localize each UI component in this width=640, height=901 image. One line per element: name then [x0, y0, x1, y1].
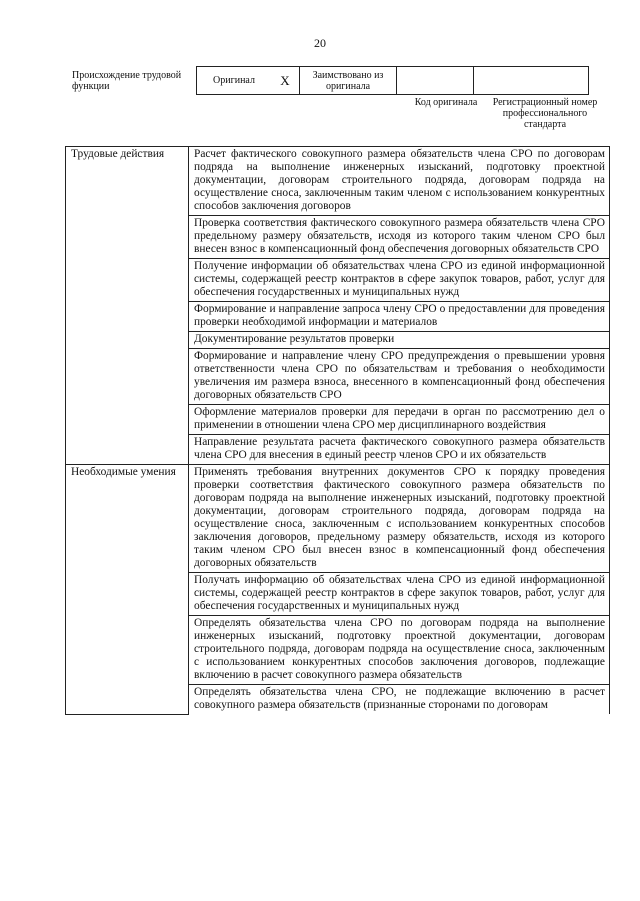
table-row	[66, 465, 610, 573]
reg-number-label: Регистрационный номер профессионального стандарта	[492, 97, 598, 130]
borrowed-cell: Заимствовано из оригинала	[300, 67, 397, 95]
table-cell: Применять требования внутренних документов СРО к порядку проведения проверки соответствия фактического совокупного размера обязательств по договорам подряда на выполнение инженерных изысканий, подготовку проектной документации, договорам строительного подряда, договорам подряда на осуществление сноса, заключенным с использованием конкурентных способов заключения договоров, предельному размеру обязательств, исходя из которого таким членом СРО был внесен взнос в компенсационный фонд обеспечения договорных обязательств	[189, 465, 610, 573]
table-cell: Формирование и направление члену СРО предупреждения о превышении уровня ответственности члена СРО по обязательствам и требования о необходимости увеличения им размера взноса, внесенного в компенсационный фонд обеспечения договорных обязательств СРО	[189, 349, 610, 405]
table-row	[66, 147, 610, 216]
table-cell: Получать информацию об обязательствах члена СРО из единой информационной системы, содержащей реестр контрактов в сфере закупок товаров, работ, услуг для обеспечения государственных и муниципальных нужд	[189, 573, 610, 616]
section-label: Необходимые умения	[66, 465, 189, 715]
table-cell: Расчет фактического совокупного размера обязательств члена СРО по договорам подряда на выполнение инженерных изысканий, подготовку проектной документации, договорам строительного подряда, договорам подряда на осуществление сноса, заключенным таким членом с использованием конкурентных способов заключения договоров	[189, 147, 610, 216]
table-cell: Получение информации об обязательствах члена СРО из единой информационной системы, содержащей реестр контрактов в сфере закупок товаров, работ, услуг для обеспечения государственных и муниципальных нужд	[189, 259, 610, 302]
origin-label: Происхождение трудовой функции	[72, 70, 182, 92]
reg-number-value-cell	[474, 67, 589, 95]
code-value-cell	[397, 67, 474, 95]
table-cell: Формирование и направление запроса члену СРО о предоставлении для проведения проверки необходимой информации и материалов	[189, 302, 610, 332]
code-original-label: Код оригинала	[414, 97, 478, 108]
section-label: Трудовые действия	[66, 147, 189, 465]
table-cell: Документирование результатов проверки	[189, 332, 610, 349]
original-mark: X	[271, 67, 300, 95]
table-cell: Определять обязательства члена СРО по договорам подряда на выполнение инженерных изысканий, подготовку проектной документации, договорам строительного подряда, договорам подряда на осуществление сноса, заключенным с использованием конкурентных способов заключения договоров, подлежащие включению в расчет совокупного размера обязательств	[189, 616, 610, 685]
original-cell: Оригинал	[197, 67, 272, 95]
page-number: 20	[314, 36, 326, 50]
table-cell: Проверка соответствия фактического совокупного размера обязательств члена СРО предельному размеру обязательств, исходя из которого таким членом СРО был внесен взнос в компенсационный фонд обеспечения договорных обязательств СРО	[189, 216, 610, 259]
origin-table	[196, 66, 589, 95]
table-cell: Направление результата расчета фактического совокупного размера обязательств члена СРО для внесения в единый реестр членов СРО и их обязательств	[189, 435, 610, 465]
table-cell: Определять обязательства члена СРО, не подлежащие включению в расчет совокупного размера обязательств (признанные сторонами по договорам	[189, 685, 610, 715]
table-cell: Оформление материалов проверки для передачи в орган по рассмотрению дел о применении в отношении члена СРО мер дисциплинарного воздействия	[189, 405, 610, 435]
functions-table	[65, 146, 610, 715]
